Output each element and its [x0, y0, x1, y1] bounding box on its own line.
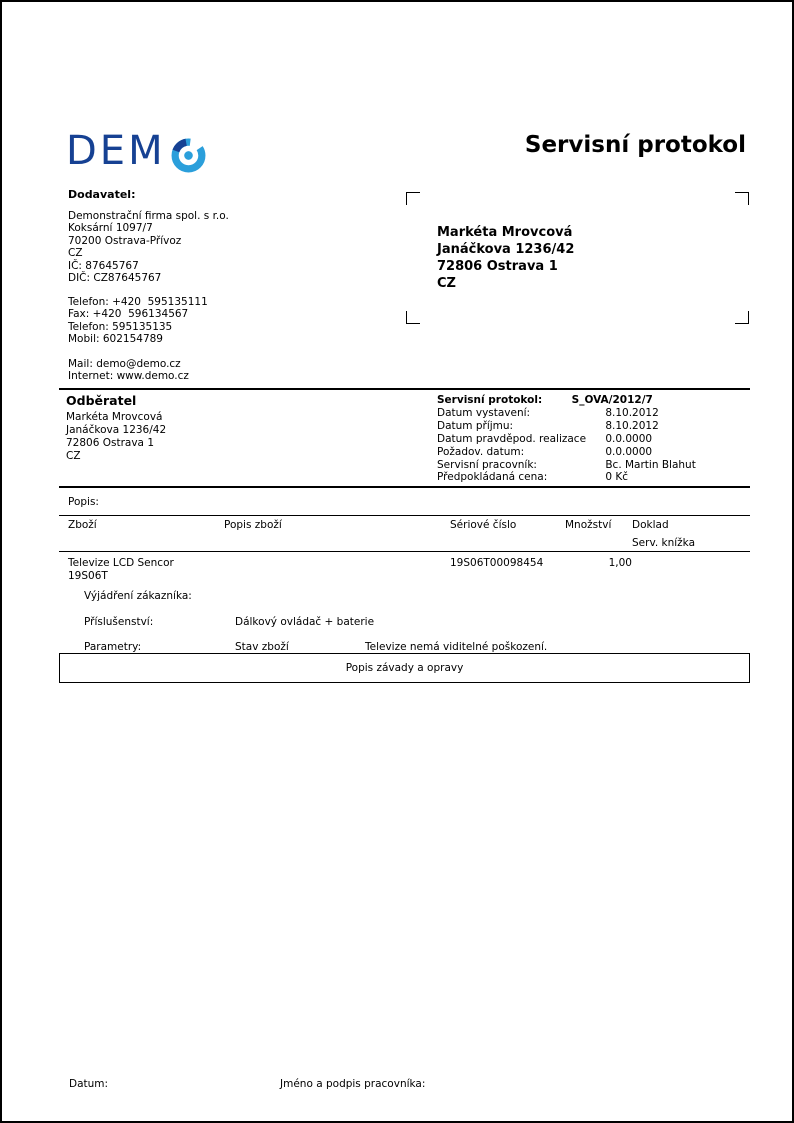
parameter-value: Televize nemá viditelné poškození.: [365, 641, 548, 653]
requested-date-label: Požadov. datum:: [437, 445, 525, 458]
recipient-street: Janáčkova 1236/42: [437, 242, 575, 257]
supplier-line: DIČ: CZ87645767: [68, 272, 162, 285]
logo-text: DEM: [66, 128, 166, 174]
protocol-number: S_OVA/2012/7: [571, 394, 653, 406]
supplier-line: CZ: [68, 247, 83, 260]
customer-statement-label: Výjádření zákazníka:: [84, 590, 192, 602]
customer-address: [66, 411, 166, 463]
supplier-line: Koksární 1097/7: [68, 222, 153, 235]
item-serial-number: 19S06T00098454: [450, 557, 544, 569]
probable-realization-date-label: Datum pravděpod. realizace: [437, 432, 587, 445]
table-header-divider: [59, 551, 750, 552]
parameter-name: Stav zboží: [235, 641, 289, 653]
column-header-service-book: Serv. knížka: [632, 537, 696, 549]
accessories-label: Příslušenství:: [84, 616, 154, 628]
description-label: Popis:: [68, 496, 99, 508]
column-header-serial-number: Sériové číslo: [450, 519, 517, 531]
address-window-corner-mark: [406, 192, 420, 205]
item-name: Televize LCD Sencor 19S06T: [68, 557, 174, 582]
issue-date-value: 8.10.2012: [605, 406, 659, 419]
receipt-date-label: Datum příjmu:: [437, 419, 514, 432]
supplier-line: 70200 Ostrava-Přívoz: [68, 234, 182, 247]
recipient-country: CZ: [437, 276, 456, 291]
footer-date-label: Datum:: [69, 1078, 109, 1090]
probable-realization-date-value: 0.0.0000: [605, 432, 653, 445]
parameters-label: Parametry:: [84, 641, 142, 653]
supplier-mobile-line: Mobil: 602154789: [68, 333, 163, 346]
issue-date-label: Datum vystavení:: [437, 406, 531, 419]
protocol-info: [437, 394, 696, 484]
address-window-corner-mark: [735, 311, 749, 324]
address-window-corner-mark: [735, 192, 749, 205]
section-divider: [59, 486, 750, 488]
column-header-goods-description: Popis zboží: [224, 519, 282, 531]
supplier-phone-line: Telefon: 595135135: [68, 320, 173, 333]
customer-name: Markéta Mrovcová: [66, 411, 163, 423]
service-worker-value: Bc. Martin Blahut: [605, 458, 696, 471]
supplier-heading: Dodavatel:: [68, 188, 136, 201]
customer-country: CZ: [66, 450, 81, 462]
logo-orbit-o-icon: [170, 137, 207, 174]
address-window-corner-mark: [406, 311, 420, 324]
table-header-divider: [59, 515, 750, 516]
page-title: Servisní protokol: [524, 132, 746, 158]
recipient-name: Markéta Mrovcová: [437, 225, 573, 240]
repair-description-box: [59, 653, 750, 683]
estimated-price-value: 0 Kč: [605, 471, 629, 484]
item-quantity: 1,00: [608, 557, 632, 569]
recipient-address: [437, 224, 574, 292]
supplier-fax-line: Fax: +420 596134567: [68, 308, 189, 321]
supplier-line: IČ: 87645767: [68, 259, 139, 272]
receipt-date-value: 8.10.2012: [605, 419, 659, 432]
requested-date-value: 0.0.0000: [605, 445, 653, 458]
supplier-identity-block: [68, 210, 229, 284]
customer-street: Janáčkova 1236/42: [66, 424, 167, 436]
column-header-goods: Zboží: [68, 519, 97, 531]
accessories-value: Dálkový ovládač + baterie: [235, 616, 375, 628]
supplier-online-block: [68, 358, 189, 383]
recipient-city: 72806 Ostrava 1: [437, 259, 558, 274]
supplier-phone-line: Telefon: +420 595135111: [68, 296, 208, 308]
customer-heading: Odběratel: [66, 393, 137, 408]
footer-signature-label: Jméno a podpis pracovníka:: [280, 1078, 426, 1090]
estimated-price-label: Předpokládaná cena:: [437, 471, 548, 484]
section-divider: [59, 388, 750, 390]
supplier-line: Demonstrační firma spol. s r.o.: [68, 210, 229, 222]
column-header-document: Doklad: [632, 519, 669, 531]
service-worker-label: Servisní pracovník:: [437, 458, 537, 471]
customer-city: 72806 Ostrava 1: [66, 437, 155, 449]
supplier-contacts-block: [68, 296, 208, 346]
supplier-mail-line: Mail: demo@demo.cz: [68, 358, 181, 370]
column-header-quantity: Množství: [565, 519, 612, 531]
supplier-web-line: Internet: www.demo.cz: [68, 370, 189, 383]
protocol-number-label: Servisní protokol:: [437, 394, 543, 406]
repair-description-box-title: Popis závady a opravy: [345, 662, 464, 674]
